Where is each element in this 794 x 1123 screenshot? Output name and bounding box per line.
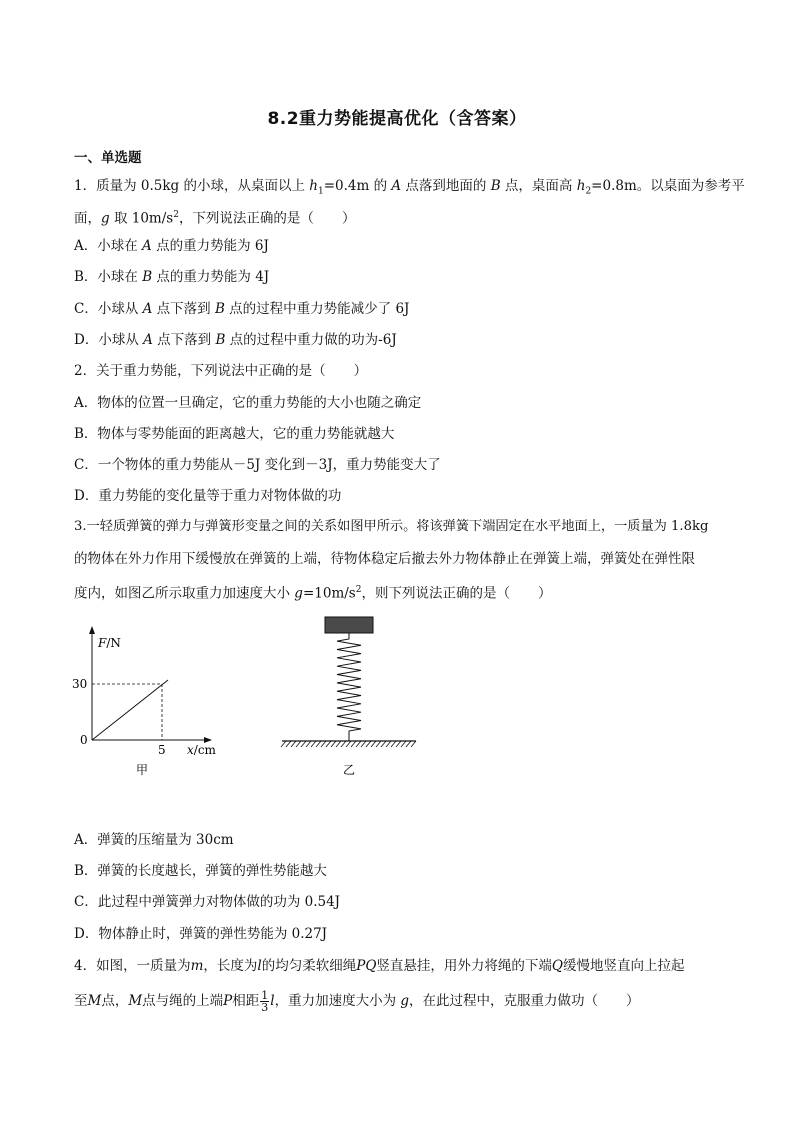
ground-hatch-mark bbox=[361, 741, 366, 747]
y-tick-label: 30 bbox=[72, 677, 88, 691]
ground-hatch-mark bbox=[371, 741, 376, 747]
ground-hatch-mark bbox=[296, 741, 301, 747]
y-axis-arrow bbox=[89, 626, 95, 634]
q3-stem-line3: 度内，如图乙所示取重力加速度大小 $g=10m/s^2$，则下列说法正确的是（ ） bbox=[74, 585, 552, 602]
ground-hatch-mark bbox=[351, 741, 356, 747]
mass-block bbox=[325, 617, 373, 633]
figure-caption-jia: 甲 bbox=[136, 763, 149, 777]
q3-option-c: C．此过程中弹簧弹力对物体做的功为 0.54J bbox=[74, 894, 341, 910]
ground-hatch-mark bbox=[356, 741, 361, 747]
ground-hatch-mark bbox=[366, 741, 371, 747]
ground-hatch-mark bbox=[331, 741, 336, 747]
ground-hatch-mark bbox=[316, 741, 321, 747]
ground-hatch-mark bbox=[306, 741, 311, 747]
q2-stem: 2．关于重力势能，下列说法中正确的是（ ） bbox=[74, 363, 368, 379]
q2-option-d: D．重力势能的变化量等于重力对物体做的功 bbox=[74, 488, 342, 504]
ground-hatch-mark bbox=[381, 741, 386, 747]
ground-hatch-mark bbox=[391, 741, 396, 747]
ground-hatch-mark bbox=[281, 741, 286, 747]
ground-hatching bbox=[281, 741, 416, 747]
q3-option-d: D．物体静止时，弹簧的弹性势能为 0.27J bbox=[74, 926, 328, 942]
q1-stem-line1: 1．质量为 0.5kg 的小球，从桌面以上 $h_1=0.4m$ 的 A 点落到地面的 B 点，桌面高 $h_2=0.8m$。以桌面为参考平 bbox=[74, 178, 745, 197]
ground-hatch-mark bbox=[396, 741, 401, 747]
ground-hatch-mark bbox=[386, 741, 391, 747]
section-heading: 一、单选题 bbox=[74, 150, 142, 166]
origin-label: 0 bbox=[80, 733, 88, 747]
x-tick-label: 5 bbox=[158, 743, 166, 757]
ground-hatch-mark bbox=[311, 741, 316, 747]
ground-hatch-mark bbox=[301, 741, 306, 747]
q1-option-b: B．小球在 B 点的重力势能为 4J bbox=[74, 269, 270, 285]
q3-option-a: A．弹簧的压缩量为 30cm bbox=[74, 832, 234, 848]
q3-stem-line1: 3.一轻质弹簧的弹力与弹簧形变量之间的关系如图甲所示。将该弹簧下端固定在水平地面上，一质量为 1.8kg bbox=[74, 519, 709, 534]
q1-stem-line2: 面，g 取 $10m/s^2$，下列说法正确的是（ ） bbox=[74, 210, 356, 227]
ground-hatch-mark bbox=[286, 741, 291, 747]
q2-option-b: B．物体与零势能面的距离越大，它的重力势能就越大 bbox=[74, 426, 395, 442]
q1-option-d: D．小球从 A 点下落到 B 点的过程中重力做的功为-6J bbox=[74, 332, 397, 348]
q2-option-a: A．物体的位置一旦确定，它的重力势能的大小也随之确定 bbox=[74, 395, 422, 411]
ground-hatch-mark bbox=[401, 741, 406, 747]
q4-stem-line1: 4．如图，一质量为m，长度为l的均匀柔软细绳PQ竖直悬挂，用外力将绳的下端Q缓慢地竖直向上拉起 bbox=[74, 958, 685, 974]
y-axis-label: F/N bbox=[98, 636, 121, 650]
q3-option-b: B．弹簧的长度越长，弹簧的弹性势能越大 bbox=[74, 863, 327, 879]
figure-yi-spring bbox=[276, 614, 426, 780]
page-title: 8.2重力势能提高优化（含答案） bbox=[267, 109, 527, 129]
ground-hatch-mark bbox=[346, 741, 351, 747]
figure-jia-force-graph bbox=[66, 620, 256, 780]
figure-caption-yi: 乙 bbox=[343, 763, 356, 777]
spring-coil bbox=[337, 633, 361, 741]
ground-hatch-mark bbox=[406, 741, 411, 747]
ground-hatch-mark bbox=[336, 741, 341, 747]
q4-stem-line2: 至M点，M点与绳的上端P相距 $\frac{1}{3}$ l，重力加速度大小为 g，在此过程中，克服重力做功（ ） bbox=[74, 989, 640, 1014]
q1-option-a: A．小球在 A 点的重力势能为 6J bbox=[74, 238, 269, 254]
ground-hatch-mark bbox=[341, 741, 346, 747]
ground-hatch-mark bbox=[321, 741, 326, 747]
x-axis-label: x/cm bbox=[187, 743, 216, 757]
q2-option-c: C．一个物体的重力势能从－5J 变化到－3J，重力势能变大了 bbox=[74, 457, 441, 473]
fraction-one-third: $\frac{1}{3}$ bbox=[261, 989, 269, 1014]
force-line bbox=[92, 680, 168, 740]
ground-hatch-mark bbox=[291, 741, 296, 747]
q3-stem-line2: 的物体在外力作用下缓慢放在弹簧的上端，待物体稳定后撤去外力物体静止在弹簧上端，弹簧处在弹性限 bbox=[74, 551, 695, 567]
ground-hatch-mark bbox=[376, 741, 381, 747]
q1-option-c: C．小球从 A 点下落到 B 点的过程中重力势能减少了 6J bbox=[74, 301, 410, 317]
ground-hatch-mark bbox=[411, 741, 416, 747]
ground-hatch-mark bbox=[326, 741, 331, 747]
